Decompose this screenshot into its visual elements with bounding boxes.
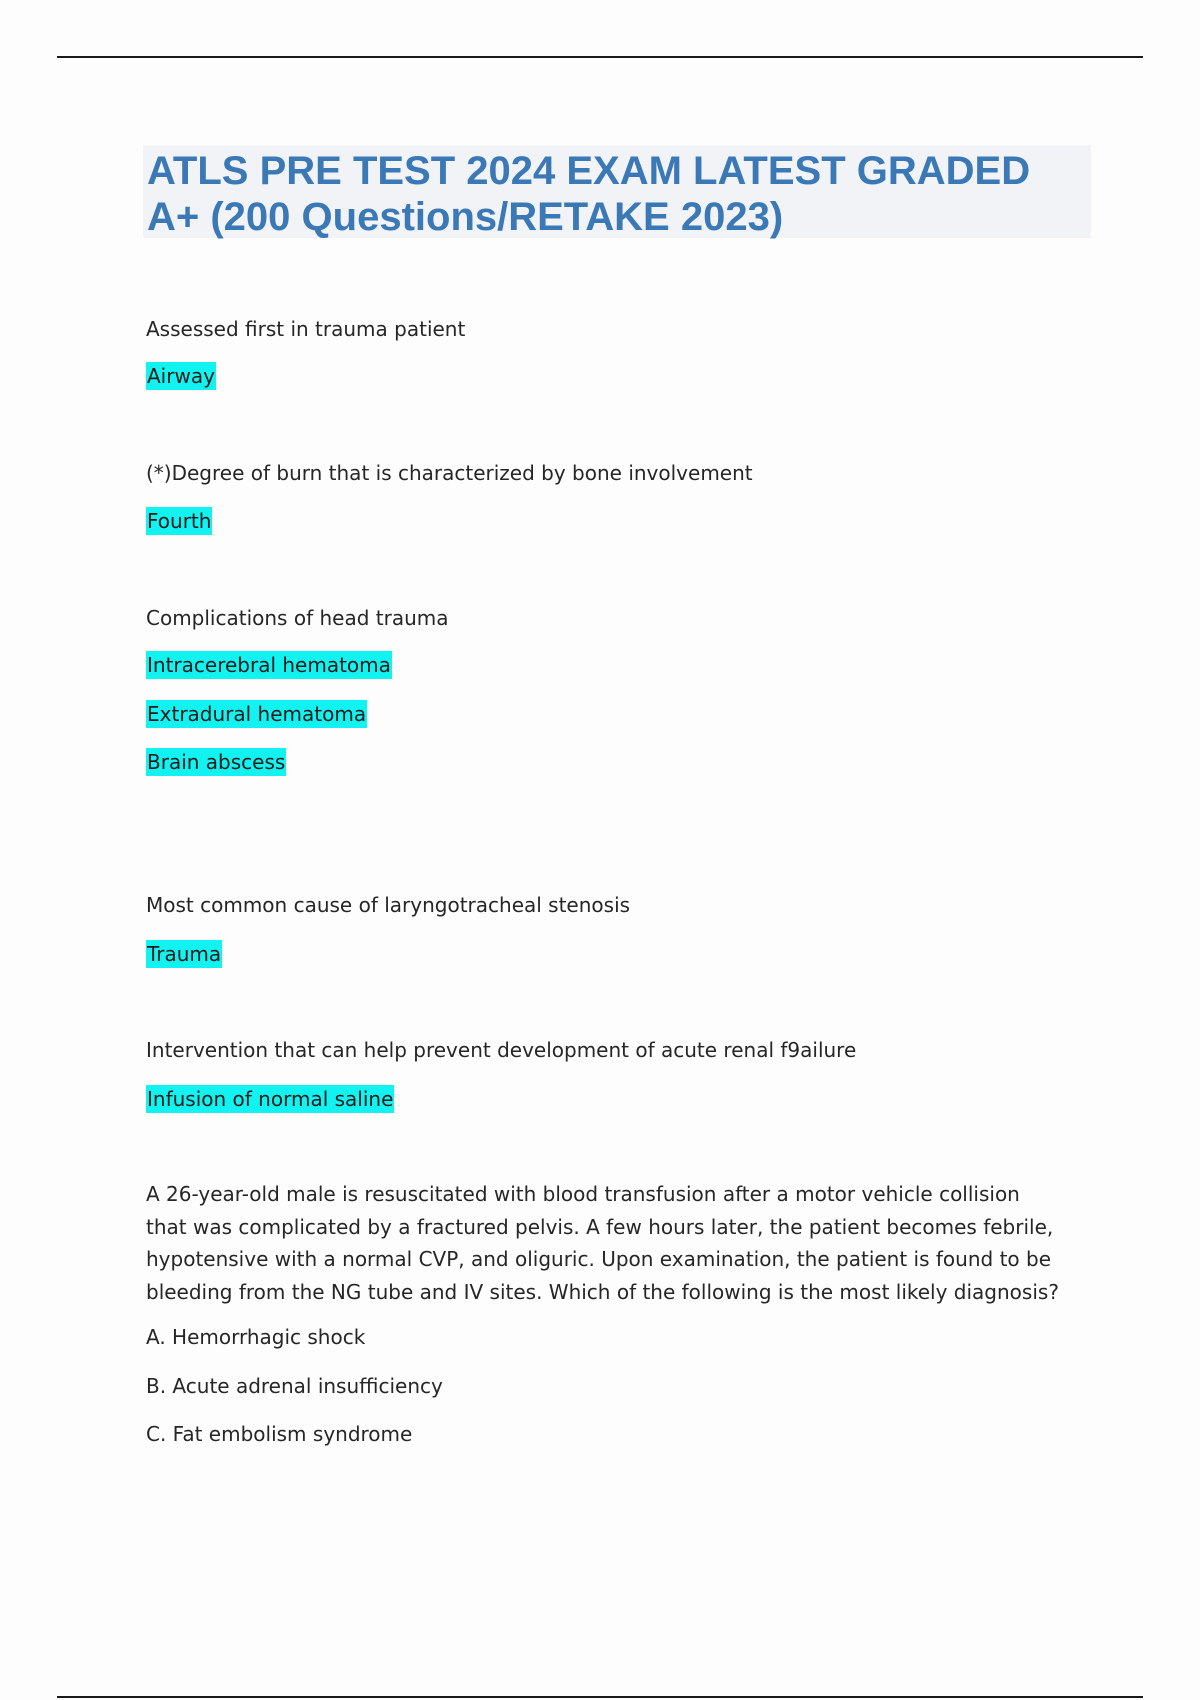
case-question-stem: A 26-year-old male is resuscitated with blood transfusion after a motor vehicle collision that was complicated by a fractured pelvis. A few hours later, the patient becomes febrile, hypotensive with a normal CVP, and oliguric. Upon examination, the patient is found to be bleeding from the NG tube and IV sites. Which of the following is the most likely diagnosis? [146, 1182, 1059, 1304]
answer-highlight: Infusion of normal saline [147, 1087, 394, 1111]
footer-rule [57, 1696, 1143, 1698]
document-title: ATLS PRE TEST 2024 EXAM LATEST GRADED A+ (200 Questions/RETAKE 2023) [147, 149, 1031, 239]
answer-option: C. Fat embolism syndrome [146, 1422, 413, 1446]
question-text: Intervention that can help prevent development of acute renal f9ailure [146, 1038, 857, 1062]
answer-option: A. Hemorrhagic shock [146, 1325, 366, 1349]
answer-highlight: Brain abscess [147, 750, 286, 774]
question-text: Assessed first in trauma patient [146, 317, 466, 341]
answer-highlight: Fourth [147, 509, 212, 533]
answer-option: B. Acute adrenal insufficiency [146, 1374, 443, 1398]
answer-highlight: Airway [147, 364, 215, 388]
answer-highlight: Trauma [147, 942, 222, 966]
question-text: Most common cause of laryngotracheal stenosis [146, 893, 631, 917]
question-text: Complications of head trauma [146, 606, 449, 630]
answer-highlight: Intracerebral hematoma [147, 653, 391, 677]
answer-highlight: Extradural hematoma [147, 702, 367, 726]
question-text: (*)Degree of burn that is characterized by bone involvement [146, 461, 753, 485]
header-rule [57, 56, 1143, 58]
